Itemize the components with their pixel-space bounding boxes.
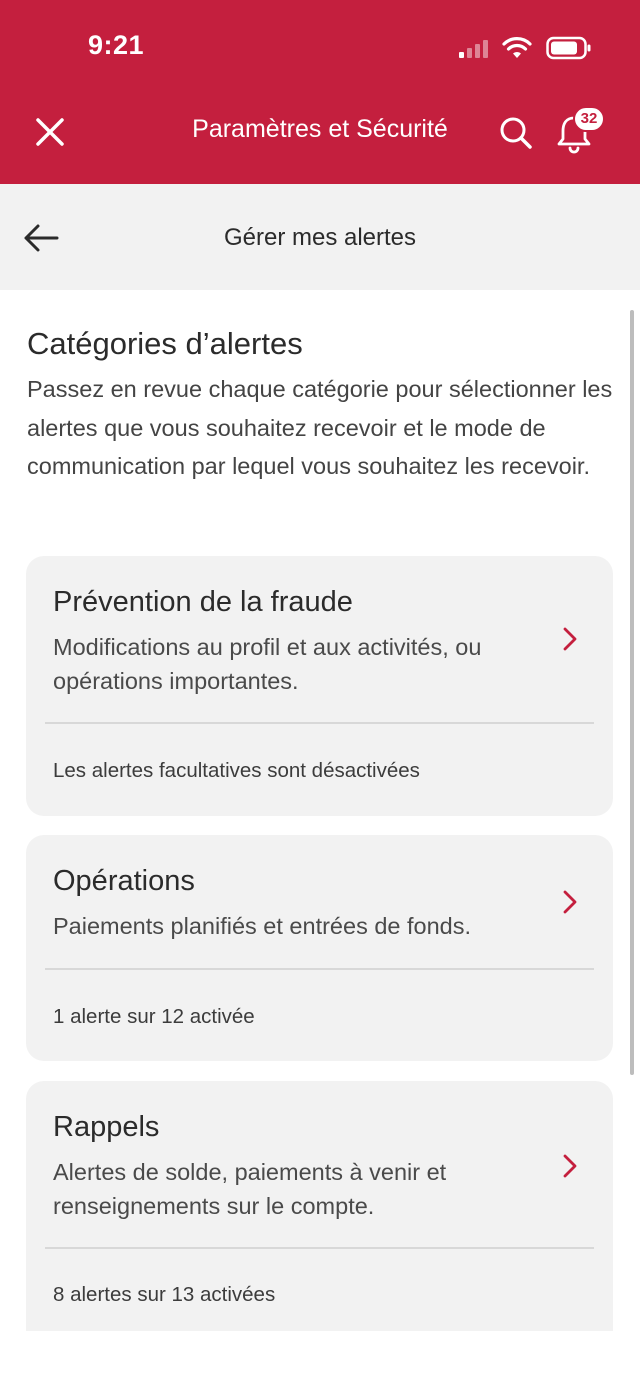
battery-icon xyxy=(546,36,592,60)
divider xyxy=(45,722,594,724)
category-description: Paiements planifiés et entrées de fonds. xyxy=(53,913,472,939)
category-status: 8 alertes sur 13 activées xyxy=(53,1283,276,1306)
chevron-right-icon xyxy=(561,889,579,915)
app-bar xyxy=(0,95,640,170)
notification-badge: 32 xyxy=(573,106,605,132)
search-icon[interactable] xyxy=(496,113,536,153)
category-description: Modifications au profil et aux activités, ou opérations importantes. xyxy=(53,634,482,694)
category-card-operations[interactable] xyxy=(26,835,613,1061)
app-header xyxy=(0,0,640,184)
status-icons xyxy=(459,34,592,62)
sub-header-title: Gérer mes alertes xyxy=(223,224,417,251)
category-title: Rappels xyxy=(53,1111,160,1143)
chevron-right-icon xyxy=(561,626,579,652)
category-status: 1 alerte sur 12 activée xyxy=(53,1005,255,1028)
category-card-reminders[interactable] xyxy=(26,1081,613,1331)
divider xyxy=(45,968,594,970)
category-title: Opérations xyxy=(53,865,195,897)
status-time: 9:21 xyxy=(88,30,145,60)
cellular-signal-icon xyxy=(459,38,488,58)
category-description: Alertes de solde, paiements à venir et renseignements sur le compte. xyxy=(53,1159,447,1219)
section-title: Catégories d’alertes xyxy=(27,326,303,361)
page-title: Paramètres et Sécurité xyxy=(192,115,448,143)
wifi-icon xyxy=(502,36,532,60)
divider xyxy=(45,1247,594,1249)
section-description: Passez en revue chaque catégorie pour sélectionner les alertes que vous souhaitez recevoir et le mode de communication par lequel vous souhaitez les recevoir. xyxy=(27,376,613,479)
chevron-right-icon xyxy=(561,1153,579,1179)
scrollbar[interactable] xyxy=(630,310,634,1075)
sub-header xyxy=(0,184,640,290)
alerts-content[interactable] xyxy=(0,290,640,1387)
category-title: Prévention de la fraude xyxy=(53,586,353,618)
category-card-fraud-prevention[interactable] xyxy=(26,556,613,816)
category-status: Les alertes facultatives sont désactivées xyxy=(53,759,420,782)
